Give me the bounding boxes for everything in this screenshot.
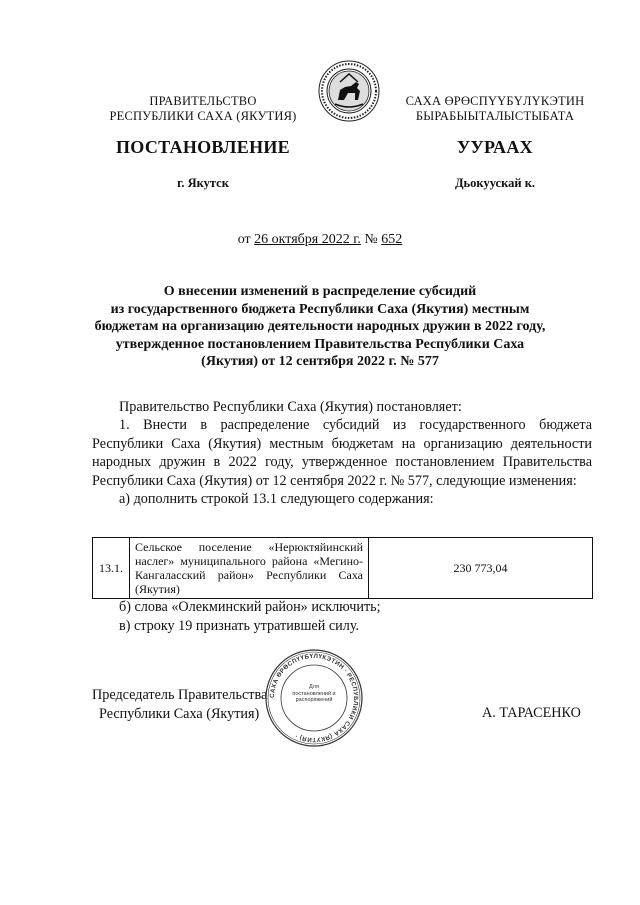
preamble: Правительство Республики Саха (Якутия) постановляет:: [119, 399, 462, 415]
item-a: а) дополнить строкой 13.1 следующего содержания:: [119, 491, 434, 508]
header-left-line2: РЕСПУБЛИКИ САХА (ЯКУТИЯ): [109, 109, 297, 123]
title-right: УУРААХ: [457, 137, 533, 157]
city-right: Дьокуускай к.: [454, 176, 536, 190]
title-left: ПОСТАНОВЛЕНИЕ: [116, 137, 290, 157]
table-row: [93, 538, 593, 599]
subject-line: бюджетам на организацию деятельности народных дружин в 2022 году,: [94, 319, 546, 334]
subsidy-table: [92, 537, 593, 599]
header-right-line1: САХА ӨРӨСПҮҮБҮЛҮКЭТИН: [405, 94, 585, 108]
signatory-name: А. ТАРАСЕНКО: [482, 705, 581, 721]
document-date-line: [0, 232, 640, 248]
position-line1: Председатель Правительства: [92, 687, 268, 703]
amount-cell: 230 773,04: [369, 538, 593, 599]
header-right-line2: БЫРАБЫЫТАЛЫСТЫБАТА: [415, 109, 575, 123]
header-right: [380, 94, 610, 124]
subject-line: из государственного бюджета Республики Саха (Якутия) местным: [110, 301, 530, 317]
subject-line: О внесении изменений в распределение субсидий: [163, 284, 477, 299]
position-line2: Республики Саха (Якутия): [99, 706, 260, 722]
row-number-cell: 13.1.: [93, 538, 130, 599]
number-prefix: №: [364, 232, 378, 247]
subject-line: утвержденное постановлением Правительства Республики Саха: [115, 336, 525, 352]
document-body: [92, 398, 592, 508]
item-b: б) слова «Олекминский район» исключить;: [119, 599, 381, 615]
item-1: 1. Внести в распределение субсидий из государственного бюджета Республики Саха (Якутия) местным бюджетам на организацию деятельности народных дружин в 2022 году, утвержденное постановлением Правительства Республики Саха (Якутия) от 12 сентября 2022 г. № 577, следующие изменения:: [92, 417, 592, 489]
header-left-line1: ПРАВИТЕЛЬСТВО: [149, 94, 257, 108]
seal-inner-text: Для постановлений и распоряжений: [292, 684, 336, 703]
recipient-cell: Сельское поселение «Нерюктяйинский наслег» муниципального района «Мегино-Кангаласский район» Республики Саха (Якутия): [130, 538, 369, 599]
subject-line: (Якутия) от 12 сентября 2022 г. № 577: [201, 354, 439, 369]
date-value: 26 октября 2022 г.: [254, 232, 361, 247]
document-number: 652: [381, 232, 403, 247]
header-left: [88, 94, 318, 124]
item-c: в) строку 19 признать утратившей силу.: [119, 618, 360, 634]
date-prefix: от: [237, 232, 251, 247]
coat-of-arms-emblem: [318, 60, 380, 122]
seal-outer-text: САХА ӨРӨСПҮҮБҮЛҮКЭТИН · РЕСПУБЛИКИ САХА (ЯКУТИЯ) ·: [268, 652, 360, 744]
official-seal-stamp: [264, 648, 364, 748]
signatory-position: [92, 686, 267, 724]
city-left: г. Якутск: [177, 176, 229, 190]
further-changes: [92, 598, 592, 636]
document-subject: [80, 283, 560, 371]
